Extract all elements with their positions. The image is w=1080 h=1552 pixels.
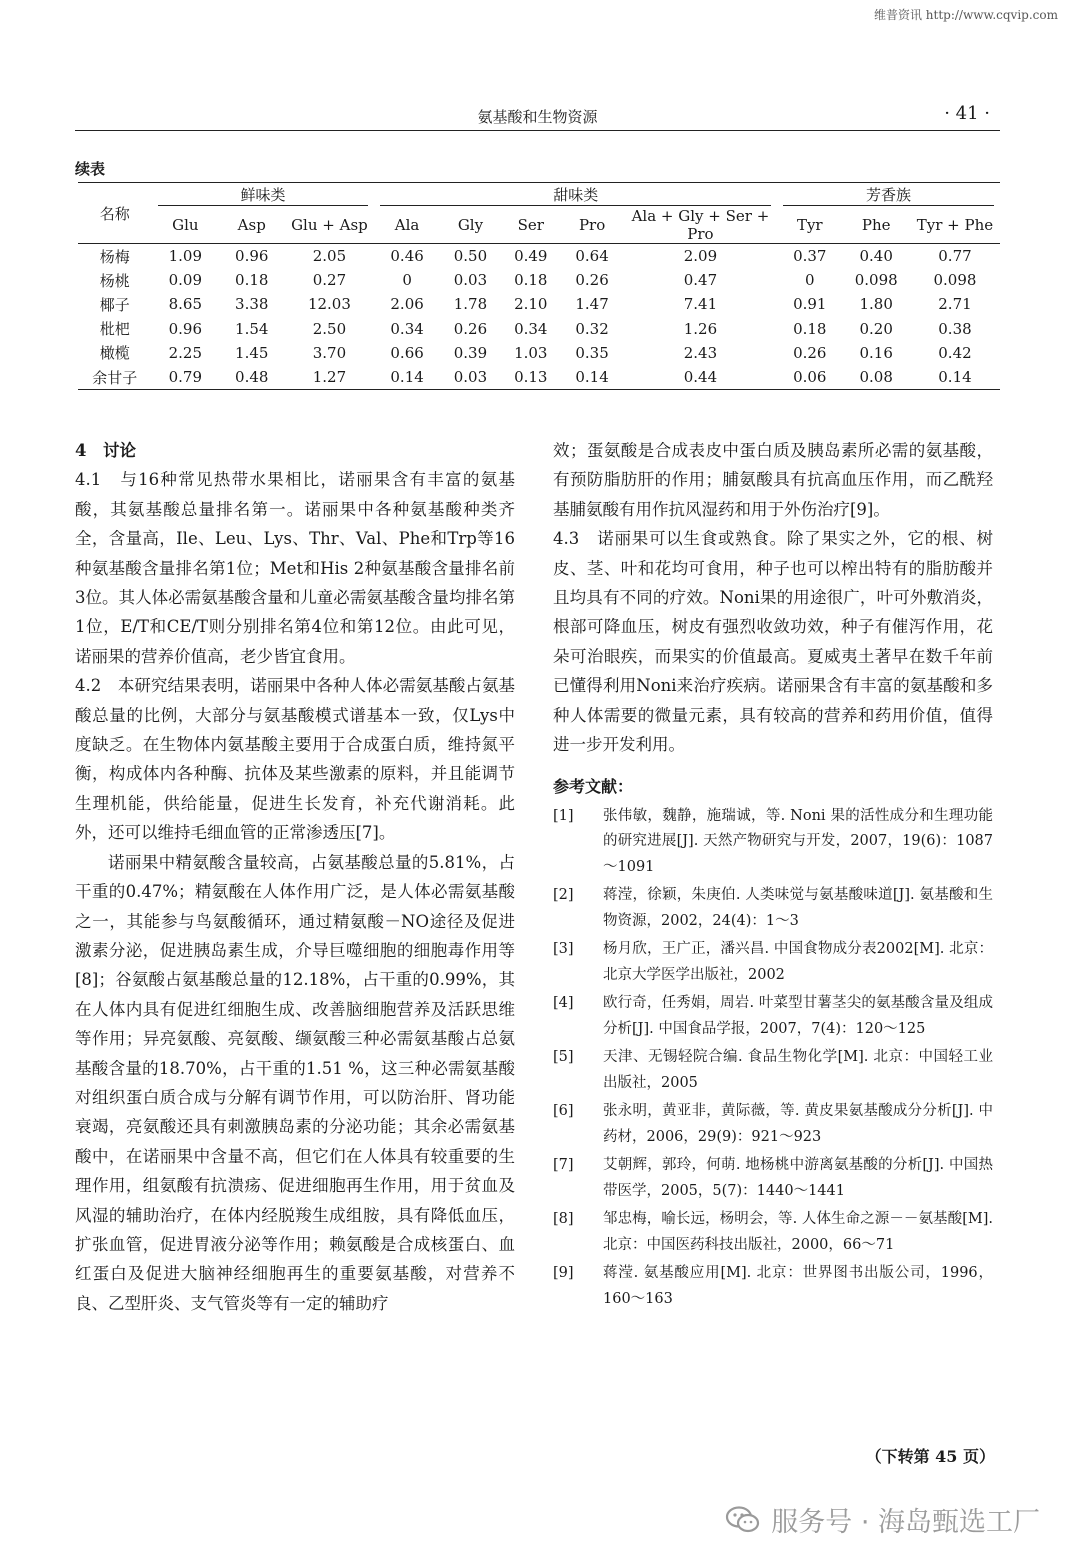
- table-cell: 2.43: [683, 343, 718, 362]
- col-header: Tyr: [777, 207, 842, 244]
- table-row: [78, 317, 1000, 341]
- table-cell: 0.91: [793, 295, 827, 314]
- table-cell: 0.96: [235, 247, 269, 266]
- table-row: [78, 341, 1000, 365]
- table-cell: 0.44: [624, 365, 777, 390]
- table-cell: 0.96: [168, 319, 203, 338]
- reference-number: [6]: [553, 1103, 574, 1120]
- table-cell: 2.50: [312, 319, 347, 338]
- watermark-text: 服务号 · 海岛甄选工厂: [771, 1507, 1040, 1538]
- table-cell: 0.13: [501, 365, 560, 390]
- table-cell: 0.08: [842, 365, 909, 390]
- table-cell: 0.40: [859, 247, 893, 266]
- row-name: 杨桃: [99, 271, 130, 290]
- table-cell: 0.66: [390, 343, 424, 362]
- table-cell: 1.78: [453, 295, 488, 314]
- reference-text: 邹忠梅，喻长远，杨明会，等. 人体生命之源－－氨基酸[M]. 北京：中国医药科技出版社，2000，66～71: [603, 1211, 993, 1253]
- table-cell: 0.098: [933, 271, 977, 290]
- table-cell: 0.18: [514, 271, 548, 290]
- reference-number: [4]: [553, 995, 574, 1012]
- reference-item: [553, 991, 993, 1042]
- reference-text: 蒋滢. 氨基酸应用[M]. 北京：世界图书出版公司，1996，160～163: [603, 1265, 993, 1307]
- running-header: [75, 100, 1000, 131]
- table-cell: 1.80: [859, 295, 893, 314]
- row-name: 余甘子: [78, 365, 152, 390]
- table-cell: 0.47: [683, 271, 718, 290]
- col-header: Ser: [501, 207, 560, 244]
- table-cell: 2.05: [312, 247, 347, 266]
- reference-text: 杨月欣，王广正，潘兴昌. 中国食物成分表2002[M]. 北京：北京大学医学出版社，2002: [603, 941, 993, 983]
- table-cell: 0.03: [453, 271, 488, 290]
- table-cell: 0.14: [910, 365, 1000, 390]
- table-cell: 0.49: [514, 247, 548, 266]
- table-cell: 0: [402, 271, 412, 290]
- table-cell: 0.48: [219, 365, 284, 390]
- table-cell: 0.18: [235, 271, 269, 290]
- col-header: Ala + Gly + Ser + Pro: [624, 207, 777, 244]
- reference-number: [5]: [553, 1049, 574, 1066]
- group-header-aromatic: 芳香族: [777, 183, 1000, 208]
- reference-text: 艾朝辉，郭玲，何萌. 地杨桃中游离氨基酸的分析[J]. 中国热带医学，2005，5(7)：1440～1441: [603, 1157, 993, 1199]
- table-cell: 0.26: [453, 319, 488, 338]
- paragraph-arginine: 诺丽果中精氨酸含量较高，占氨基酸总量的5.81%，占干重的0.47%；精氨酸在人体作用广泛，是人体必需氨基酸之一，其能参与鸟氨酸循环，通过精氨酸－NO途径及促进激素分泌，促进胰岛素生成，介导巨噬细胞的细胞毒作用等[8]；谷氨酸占氨基酸总量的12.18%，占干重的0.99%，其在人体内具有促进红细胞生成、改善脑细胞营养及活跃思维等作用；异亮氨酸、亮氨酸、缬氨酸三种必需氨基酸占总氨基酸含量的18.70%，占干重的1.51 %，这三种必需氨基酸对组织蛋白质合成与分解有调节作用，可以防治肝、肾功能衰竭，亮氨酸还具有刺激胰岛素的分泌功能；其余必需氨基酸中，在诺丽果中含量不高，但它们在人体具有较重要的生理作用，组氨酸有抗溃疡、促进细胞再生作用，用于贫血及风湿的辅助治疗，在体内经脱羧生成组胺，具有降低血压，扩张血管，促进胃液分泌等作用；赖氨酸是合成核蛋白、血红蛋白及促进大脑神经细胞再生的重要氨基酸，对营养不良、乙型肝炎、支气管炎等有一定的辅助疗: [75, 852, 515, 1313]
- reference-item: [553, 1207, 993, 1258]
- table-cell: 0.14: [374, 365, 439, 390]
- table-cell: 0.35: [575, 343, 609, 362]
- table-cell: 2.09: [683, 247, 718, 266]
- table-cell: 1.45: [235, 343, 269, 362]
- col-header: Asp: [219, 207, 284, 244]
- reference-item: [553, 804, 993, 881]
- continued-note: （下转第 45 页）: [865, 1447, 995, 1466]
- table-cell: 0.34: [514, 319, 548, 338]
- reference-text: 蒋滢，徐颖，朱庚伯. 人类味觉与氨基酸味道[J]. 氨基酸和生物资源，2002，24(4)：1～3: [603, 887, 993, 929]
- col-header: Pro: [560, 207, 623, 244]
- table-cell: 0.098: [854, 271, 898, 290]
- table-row: [78, 365, 1000, 390]
- table-cell: 1.09: [168, 247, 203, 266]
- wechat-icon: [725, 1505, 761, 1535]
- table-cell: 0: [805, 271, 815, 290]
- row-name: 杨梅: [99, 247, 130, 266]
- reference-item: [553, 937, 993, 988]
- table-cell: 0.26: [575, 271, 609, 290]
- paragraph-4-2: 4.2 本研究结果表明，诺丽果中各种人体必需氨基酸占氨基酸总量的比例，大部分与氨基酸模式谱基本一致，仅Lys中度缺乏。在生物体内氨基酸主要用于合成蛋白质，维持氮平衡，构成体内各种酶、抗体及某些激素的原料，并且能调节生理机能，供给能量，促进生长发育，补充代谢消耗。此外，还可以维持毛细血管的正常渗透压[7]。: [75, 676, 515, 843]
- paragraph-4-1: 4.1 与16种常见热带水果相比，诺丽果含有丰富的氨基酸，其氨基酸总量排名第一。诺丽果中各种氨基酸种类齐全，含量高，Ile、Leu、Lys、Thr、Val、Phe和Trp等16种氨基酸含量排名第1位；Met和His 2种氨基酸含量排名前3位。其人体必需氨基酸含量和儿童必需氨基酸含量均排名第1位，E/T和CE/T则分别排名第4位和第12位。由此可见，诺丽果的营养价值高，老少皆宜食用。: [75, 470, 515, 666]
- table-cell: 0.14: [560, 365, 623, 390]
- col-header: Phe: [842, 207, 909, 244]
- table-row: [78, 244, 1000, 269]
- reference-item: [553, 1045, 993, 1096]
- left-column: [75, 436, 515, 1318]
- table-cell: 0.06: [777, 365, 842, 390]
- reference-text: 张伟敏，魏静，施瑞诚，等. Noni 果的活性成分和生理功能的研究进展[J]. 天然产物研究与开发，2007，19(6)：1087～1091: [603, 807, 993, 875]
- reference-number: [8]: [553, 1211, 574, 1228]
- table-cell: 0.39: [453, 343, 488, 362]
- table-cell: 2.71: [938, 295, 972, 314]
- col-header: Glu: [152, 207, 219, 244]
- table-cell: 0.77: [938, 247, 972, 266]
- table-row: [78, 292, 1000, 316]
- reference-text: 张永明，黄亚非，黄际薇，等. 黄皮果氨基酸成分分析[J]. 中药材，2006，29(9)：921～923: [603, 1103, 993, 1145]
- table-cell: 3.38: [235, 295, 269, 314]
- table-cell: 7.41: [683, 295, 718, 314]
- table-cell: 1.54: [235, 319, 269, 338]
- table-cell: 1.26: [683, 319, 718, 338]
- reference-number: [9]: [553, 1265, 574, 1282]
- row-name: 椰子: [99, 295, 130, 314]
- bottom-watermark: [725, 1500, 1040, 1539]
- reference-text: 欧行奇，任秀娟，周岩. 叶菜型甘薯茎尖的氨基酸含量及组成分析[J]. 中国食品学报，2007，7(4)：120～125: [603, 995, 993, 1037]
- table-cell: 2.10: [514, 295, 548, 314]
- col-header: Tyr + Phe: [910, 207, 1000, 244]
- table-cell: 1.27: [284, 365, 374, 390]
- row-name: 枇杷: [99, 320, 130, 339]
- group-header-umami: 鲜味类: [152, 183, 375, 208]
- reference-item: [553, 1099, 993, 1150]
- table-cell: 0.42: [938, 343, 972, 362]
- amino-acid-table: [78, 182, 1000, 390]
- reference-item: [553, 1153, 993, 1204]
- table-cell: 0.79: [152, 365, 219, 390]
- reference-number: [7]: [553, 1157, 574, 1174]
- table-cell: 0.64: [575, 247, 609, 266]
- top-watermark: 维普资讯 http://www.cqvip.com: [873, 8, 1058, 22]
- table-cell: 0.27: [312, 271, 347, 290]
- table-cell: 1.03: [514, 343, 548, 362]
- table-cell: 12.03: [307, 295, 351, 314]
- table-cell: 1.47: [575, 295, 609, 314]
- table-cell: 0.03: [440, 365, 501, 390]
- reference-item: [553, 883, 993, 934]
- journal-name: 氨基酸和生物资源: [477, 108, 598, 126]
- group-header-sweet: 甜味类: [374, 183, 777, 208]
- table-body: [78, 244, 1000, 390]
- col-header: Gly: [440, 207, 501, 244]
- table-cell: 0.20: [859, 319, 893, 338]
- right-column: [553, 436, 993, 1315]
- table-cell: 0.34: [390, 319, 424, 338]
- table-continued-label: 续表: [75, 160, 106, 178]
- reference-number: [1]: [553, 807, 574, 824]
- table-row: [78, 268, 1000, 292]
- table-cell: 0.46: [390, 247, 424, 266]
- table-cell: 0.09: [168, 271, 203, 290]
- name-header: 名称: [78, 183, 152, 244]
- table-cell: 0.16: [859, 343, 893, 362]
- table-cell: 0.38: [938, 319, 972, 338]
- table-cell: 2.06: [390, 295, 424, 314]
- page-number: · 41 ·: [944, 103, 990, 124]
- reference-number: [3]: [553, 941, 574, 958]
- table-cell: 3.70: [312, 343, 347, 362]
- reference-number: [2]: [553, 887, 574, 904]
- reference-text: 天津、无锡轻院合编. 食品生物化学[M]. 北京：中国轻工业出版社，2005: [603, 1049, 993, 1091]
- table-cell: 0.18: [793, 319, 827, 338]
- table-cell: 0.32: [575, 319, 609, 338]
- table-cell: 0.37: [793, 247, 827, 266]
- references-title: 参考文献：: [553, 777, 634, 797]
- col-header: Glu + Asp: [284, 207, 374, 244]
- references-list: [553, 804, 993, 1313]
- section-title: 4 讨论: [75, 441, 136, 460]
- table-cell: 0.26: [793, 343, 827, 362]
- table-cell: 2.25: [168, 343, 203, 362]
- col-header: Ala: [374, 207, 439, 244]
- paragraph-continued: 效；蛋氨酸是合成表皮中蛋白质及胰岛素所必需的氨基酸，有预防脂肪肝的作用；脯氨酸具有抗高血压作用，而乙酰羟基脯氨酸有用作抗风湿药和用于外伤治疗[9]。: [553, 441, 993, 519]
- table-cell: 8.65: [168, 295, 203, 314]
- row-name: 橄榄: [99, 344, 130, 363]
- reference-item: [553, 1261, 993, 1312]
- paragraph-4-3: 4.3 诺丽果可以生食或熟食。除了果实之外，它的根、树皮、茎、叶和花均可食用，种子也可以榨出特有的脂肪酸并且均具有不同的疗效。Noni果的用途很广，叶可外敷消炎，根部可降血压，树皮有强烈收敛功效，种子有催泻作用，花朵可治眼疾，而果实的价值最高。夏威夷土著早在数千年前已懂得利用Noni来治疗疾病。诺丽果含有丰富的氨基酸和多种人体需要的微量元素，具有较高的营养和药用价值，值得进一步开发利用。: [553, 529, 993, 755]
- table-cell: 0.50: [453, 247, 488, 266]
